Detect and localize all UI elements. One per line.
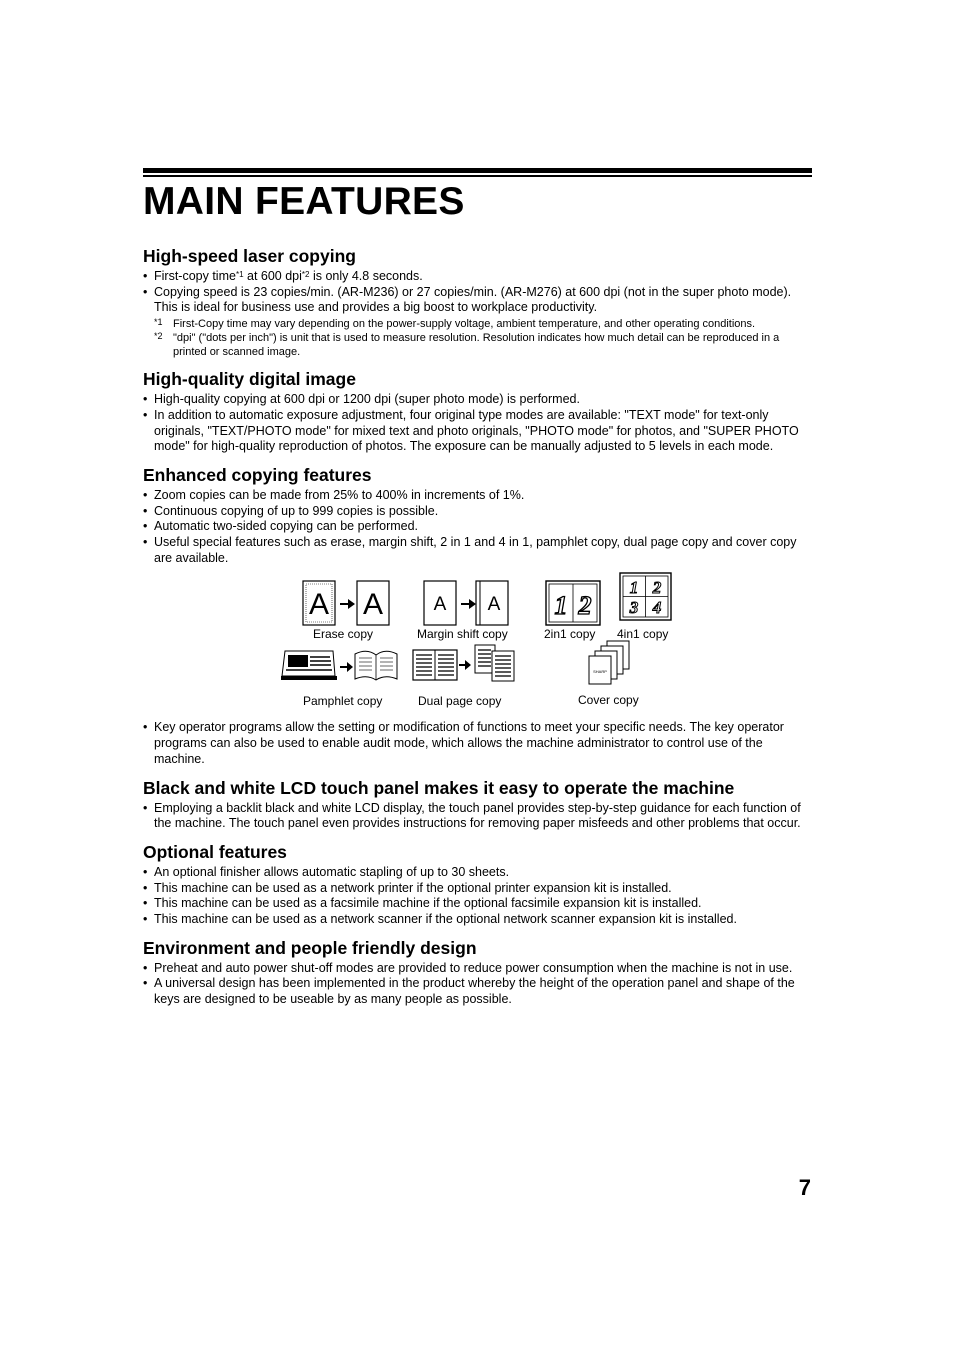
letter-a-glyph: A [308, 588, 330, 622]
caption-margin-shift-copy: Margin shift copy [417, 627, 508, 642]
page-title: MAIN FEATURES [143, 180, 465, 223]
caption-2in1-copy: 2in1 copy [544, 627, 596, 642]
footnote [154, 331, 813, 359]
footnote-text: First-Copy time may vary depending on the power-supply voltage, ambient temperature, and other operating conditions. [173, 318, 756, 331]
title-rule-thin [143, 175, 812, 177]
margin-shift-illustration [423, 580, 513, 628]
bullet-item: • In addition to automatic exposure adjustment, four original type modes are available: "TEXT mode" for text-only originals, "TEXT/PHOTO mode" for mixed text and photo originals, "PHOTO mode" for photos, and "SUPER PHOTO mode" for high-quality reproduction of photos. The exposure can be manually adjusted to 5 levels in each mode. [143, 408, 813, 455]
digit-3-glyph: 3 [629, 598, 639, 618]
section-optional-features [143, 842, 813, 928]
footnote-text: "dpi" ("dots per inch") is unit that is used to measure resolution. Resolution indicates how much detail can be reproduced in a printed or scanned image. [173, 332, 780, 359]
bullet-item: • High-quality copying at 600 dpi or 1200 dpi (super photo mode) is performed. [143, 392, 813, 408]
2in1-illustration [545, 580, 603, 628]
brand-glyph: SHARP [593, 669, 607, 675]
bullet-list [143, 488, 813, 567]
letter-a-glyph: A [433, 594, 447, 616]
bullet-item: • Employing a backlit black and white LCD display, the touch panel provides step-by-step guidance for each function of the machine. The touch panel even provides instructions for removing paper misfeeds and other problems that occur. [143, 801, 813, 832]
feature-illustrations [143, 572, 813, 715]
pamphlet-copy-illustration [280, 646, 400, 684]
section-heading: High-quality digital image [143, 369, 356, 390]
erase-copy-illustration [302, 580, 392, 628]
section-high-speed [143, 246, 813, 359]
bullet-list [143, 801, 813, 832]
section-heading: Enhanced copying features [143, 464, 372, 485]
bullet-item: • Automatic two-sided copying can be performed. [143, 519, 813, 535]
bullet-list [143, 961, 813, 1008]
bullet-item: • An optional finisher allows automatic stapling of up to 30 sheets. [143, 865, 813, 881]
bullet-list [143, 720, 813, 767]
footnote-ref: *1 [235, 270, 244, 279]
bullet-item: • Copying speed is 23 copies/min. (AR-M236) or 27 copies/min. (AR-M276) at 600 dpi (not in the super photo mode). This is ideal for business use and provides a big boost to workplace productivity. [143, 285, 813, 316]
bullet-item: • This machine can be used as a network printer if the optional printer expansion kit is installed. [143, 881, 813, 897]
bullet-text: at 600 dpi [243, 269, 302, 283]
footnote-mark: *2 [154, 331, 163, 342]
bullet-text: is only 4.8 seconds. [309, 269, 423, 283]
bullet-item: • This machine can be used as a network scanner if the optional network scanner expansion kit is installed. [143, 912, 813, 928]
section-high-quality [143, 369, 813, 455]
section-lcd-touch-panel [143, 778, 813, 832]
digit-2-glyph: 2 [578, 591, 592, 621]
section-environment [143, 938, 813, 1008]
bullet-item: • Preheat and auto power shut-off modes are provided to reduce power consumption when the machine is not in use. [143, 961, 813, 977]
cover-copy-illustration [586, 640, 636, 688]
bullet-item: • Key operator programs allow the setting or modification of functions to meet your specific needs. The key operator programs can also be used to enable audit mode, which allows the machine administrator to control use of the machine. [143, 720, 813, 767]
caption-dual-page-copy: Dual page copy [418, 694, 502, 709]
section-heading: Optional features [143, 841, 287, 862]
digit-1-glyph: 1 [629, 578, 639, 598]
bullet-item: • A universal design has been implemented in the product whereby the height of the operation panel and shape of the keys are designed to be useable by as many people as possible. [143, 976, 813, 1007]
footnote-mark: *1 [154, 317, 163, 328]
page-number: 7 [798, 1175, 811, 1200]
caption-erase-copy: Erase copy [313, 627, 374, 642]
digit-4-glyph: 4 [652, 598, 662, 618]
bullet-item: • Useful special features such as erase, margin shift, 2 in 1 and 4 in 1, pamphlet copy, dual page copy and cover copy are available. [143, 535, 813, 566]
section-enhanced-copying [143, 465, 813, 768]
bullet-item: • Continuous copying of up to 999 copies is possible. [143, 504, 813, 520]
footnote-ref: *2 [301, 270, 310, 279]
title-rule-thick [143, 168, 812, 173]
bullet-list [143, 269, 813, 316]
letter-a-glyph: A [487, 594, 501, 616]
bullet-item: • Zoom copies can be made from 25% to 400% in increments of 1%. [143, 488, 813, 504]
caption-4in1-copy: 4in1 copy [617, 627, 669, 642]
bullet-list [143, 865, 813, 928]
section-heading: Environment and people friendly design [143, 937, 477, 958]
bullet-text: First-copy time [154, 269, 236, 283]
bullet-item [143, 269, 813, 285]
bullet-list [143, 392, 813, 455]
section-heading: Black and white LCD touch panel makes it easy to operate the machine [143, 777, 735, 798]
dual-page-illustration [412, 644, 516, 684]
caption-cover-copy: Cover copy [578, 693, 639, 708]
digit-2-glyph: 2 [652, 578, 662, 598]
letter-a-glyph: A [362, 588, 384, 622]
digit-1-glyph: 1 [554, 591, 568, 621]
main-content [143, 246, 813, 1018]
4in1-illustration [619, 572, 673, 622]
footnotes [154, 317, 813, 359]
bullet-item: • This machine can be used as a facsimile machine if the optional facsimile expansion kit is installed. [143, 896, 813, 912]
section-heading: High-speed laser copying [143, 246, 356, 266]
footnote [154, 317, 813, 331]
caption-pamphlet-copy: Pamphlet copy [303, 694, 383, 709]
